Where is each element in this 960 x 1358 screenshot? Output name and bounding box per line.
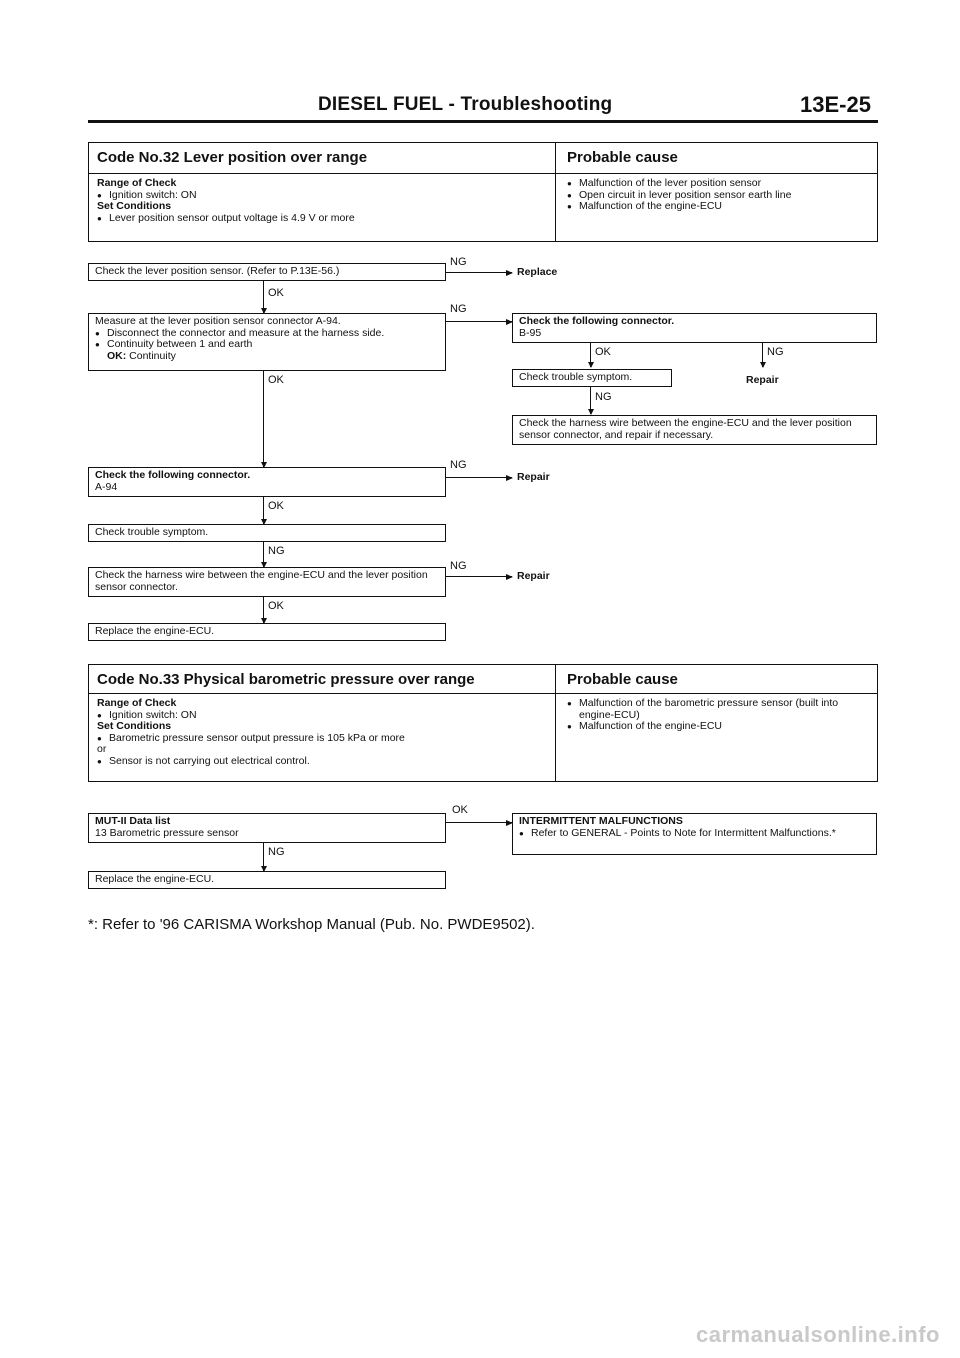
flow32-step5-box [88, 567, 446, 597]
flow32-step2-ok-label: OK [268, 374, 284, 386]
flow32-step3-sub: A-94 [95, 480, 118, 493]
code32-set-label: Set Conditions [97, 200, 172, 212]
flow32-step1-box [88, 263, 446, 281]
code33-conditions [97, 698, 547, 767]
flow32-b95-ok-arrow [590, 343, 591, 367]
flow33-intermittent-title: INTERMITTENT MALFUNCTIONS [519, 815, 683, 827]
flow32-b95-ng-label: NG [767, 346, 784, 358]
code32-range-item: ● Ignition switch: ON [97, 190, 547, 202]
flow32-step2-item: ● Continuity between 1 and earth [95, 339, 439, 351]
code33-range-item: ● Ignition switch: ON [97, 710, 547, 722]
flow32-step2-ok-label: OK: [107, 349, 127, 362]
code32-cause-item: ● Malfunction of the lever position sensor [567, 178, 872, 190]
flow33-step1-box [88, 813, 446, 843]
flow32-step2-ok-arrow [263, 371, 264, 467]
flow32-step3-ng-result: Repair [517, 471, 550, 483]
flow32-step5-ng-label: NG [450, 560, 467, 572]
code32-conditions [97, 178, 547, 224]
flow32-step3-ok-arrow [263, 497, 264, 524]
code33-set-item: ● Barometric pressure sensor output pressure is 105 kPa or more [97, 733, 547, 745]
flow32-b95-final-box [512, 415, 877, 445]
flow32-b95-ng-result: Repair [746, 374, 779, 386]
flow32-step2-box [88, 313, 446, 371]
flow32-step4-text: Check trouble symptom. [95, 526, 209, 538]
flow33-step1-title: MUT-II Data list [95, 815, 171, 827]
flow33-intermittent-box [512, 813, 877, 855]
flow32-step5-ok-arrow [263, 597, 264, 623]
flow32-step4-ng-label: NG [268, 545, 285, 557]
code32-title: Code No.32 Lever position over range [97, 149, 368, 166]
code33-header-divider [89, 693, 877, 694]
flow32-step5-ok-label: OK [268, 600, 284, 612]
flow32-step3-box [88, 467, 446, 497]
code32-table [88, 142, 878, 242]
flow32-step6-text: Replace the engine-ECU. [95, 625, 215, 637]
flow33-step2-box [88, 871, 446, 889]
flow32-step1-text: Check the lever position sensor. (Refer to P.13E-56.) [95, 265, 340, 277]
flow33-step1-ok-label: OK [452, 804, 468, 816]
code33-range-label: Range of Check [97, 697, 177, 709]
flow33-step1-ok-arrow [446, 822, 512, 823]
flow32-b95-ng-arrow [762, 343, 763, 367]
flow32-step1-ng-arrow [446, 272, 512, 273]
header-rule [88, 120, 878, 123]
watermark: carmanualsonline.info [696, 1322, 940, 1347]
footnote: *: Refer to '96 CARISMA Workshop Manual (Pub. No. PWDE9502). [88, 916, 535, 933]
flow32-step5-ng-result: Repair [517, 570, 550, 582]
flow32-step3-ng-arrow [446, 477, 512, 478]
flow32-step2-item: ● Disconnect the connector and measure at the harness side. [95, 328, 439, 340]
flow32-step4-box [88, 524, 446, 542]
code33-title: Code No.33 Physical barometric pressure over range [97, 671, 475, 688]
code32-cause-item: ● Open circuit in lever position sensor earth line [567, 190, 872, 202]
flow32-step6-box [88, 623, 446, 641]
flow32-step3-ok-label: OK [268, 500, 284, 512]
flow32-b95-ok-text: Check trouble symptom. [519, 371, 633, 383]
code32-cause-item: ● Malfunction of the engine-ECU [567, 201, 872, 213]
code33-set-item: ● Sensor is not carrying out electrical control. [97, 756, 547, 768]
flow32-b95-ok-ng-arrow [590, 387, 591, 414]
flow32-b95-box [512, 313, 877, 343]
flow32-step1-ng-result: Replace [517, 266, 558, 278]
code33-or-text: or [97, 743, 107, 755]
flow32-step2-ng-label: NG [450, 303, 467, 315]
code33-column-divider [555, 665, 556, 781]
flow33-intermittent-item: ● Refer to GENERAL - Points to Note for Intermittent Malfunctions.* [519, 828, 870, 840]
flow32-b95-ok-label: OK [595, 346, 611, 358]
page-number: 13E-25 [800, 92, 871, 117]
flow33-step1-ng-label: NG [268, 846, 285, 858]
flow33-step1-ng-arrow [263, 843, 264, 871]
flow32-step5-text: Check the harness wire between the engine-ECU and the lever position sensor connector. [95, 569, 428, 593]
flow32-step2-ok-value: Continuity [129, 349, 176, 362]
flow32-step3-title: Check the following connector. [95, 469, 251, 481]
page-title: DIESEL FUEL - Troubleshooting [318, 94, 613, 115]
code32-header-divider [89, 173, 877, 174]
code33-causes [567, 698, 872, 733]
flow32-b95-sub: B-95 [519, 326, 542, 339]
code33-cause-title: Probable cause [567, 671, 678, 688]
flow33-step2-text: Replace the engine-ECU. [95, 873, 215, 885]
flow32-step2-ng-arrow [446, 321, 512, 322]
flow32-step1-ok-arrow [263, 281, 264, 313]
flow32-step2-text: Measure at the lever position sensor connector A-94. [95, 315, 341, 327]
code32-set-item: ● Lever position sensor output voltage is 4.9 V or more [97, 213, 547, 225]
code32-column-divider [555, 143, 556, 241]
flow32-step4-ng-arrow [263, 542, 264, 567]
flow32-step2-ok-line [95, 351, 439, 363]
flow32-b95-title: Check the following connector. [519, 315, 675, 327]
code33-table [88, 664, 878, 782]
code33-cause-item: ● Malfunction of the engine-ECU [567, 721, 872, 733]
flow33-step1-sub: 13 Barometric pressure sensor [95, 826, 239, 839]
code32-causes [567, 178, 872, 213]
flow32-b95-ok-ng-label: NG [595, 391, 612, 403]
flow32-step5-ng-arrow [446, 576, 512, 577]
flow32-b95-ok-box [512, 369, 672, 387]
flow32-step1-ok-label: OK [268, 287, 284, 299]
flow32-b95-final-text: Check the harness wire between the engine-ECU and the lever position sensor connector, and repair if necessary. [519, 417, 852, 441]
flow32-step1-ng-label: NG [450, 256, 467, 268]
code32-range-label: Range of Check [97, 177, 177, 189]
code33-set-label: Set Conditions [97, 720, 172, 732]
flow32-step3-ng-label: NG [450, 459, 467, 471]
code33-cause-item: ● Malfunction of the barometric pressure sensor (built into engine-ECU) [567, 698, 872, 721]
code32-cause-title: Probable cause [567, 149, 678, 166]
